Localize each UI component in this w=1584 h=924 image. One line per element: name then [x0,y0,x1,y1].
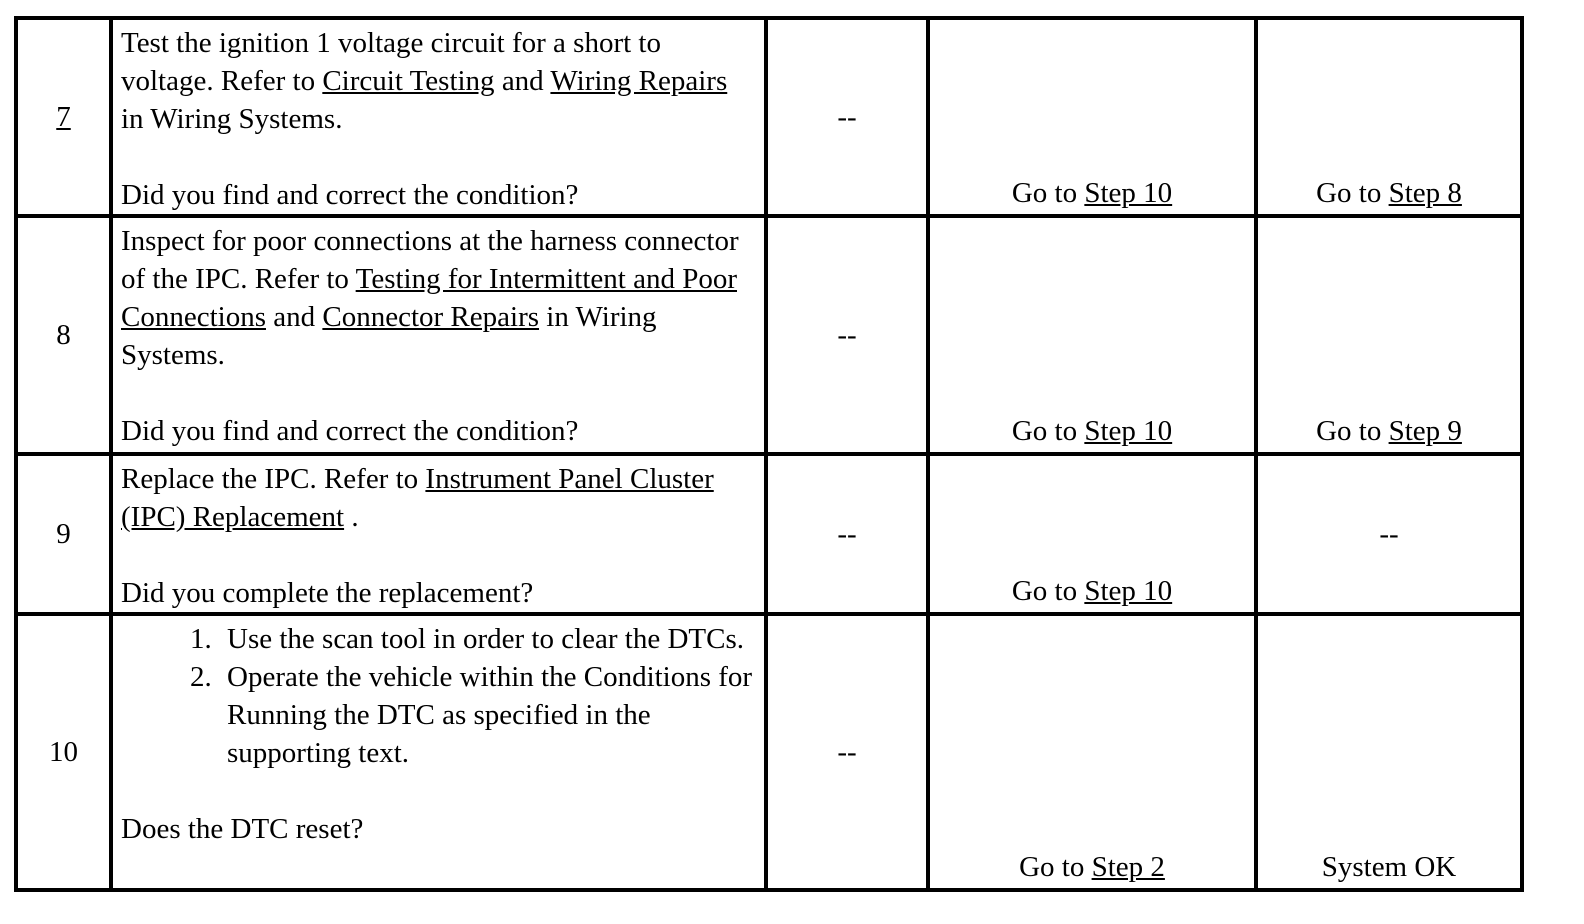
diagnostic-table-container [14,16,1524,892]
list-item: 1. Use the scan tool in order to clear the DTCs. [219,620,756,658]
yes-prefix: Go to [1011,415,1085,447]
action-question: Did you complete the replacement? [121,577,534,609]
no-cell [1256,216,1522,454]
action-text-part: Test the ignition 1 voltage circuit for a short to voltage. Refer to [121,27,661,97]
table-row-step-9 [16,454,1522,614]
wiring-repairs-link[interactable]: Wiring Repairs [550,65,728,97]
no-cell: System OK [1256,614,1522,890]
action-text-part: and [266,301,323,333]
action-text [121,460,756,536]
action-question: Did you find and correct the condition? [121,415,579,447]
no-prefix: Go to [1316,415,1389,447]
yes-step-link[interactable]: Step 10 [1084,575,1173,607]
action-cell [111,614,766,890]
action-cell [111,216,766,454]
action-text-part: Inspect for poor connections at the harness connector of the IPC. Refer to [121,225,739,295]
intermittent-connections-link[interactable]: Testing for Intermittent and Poor Connections [121,263,737,333]
action-cell [111,18,766,216]
step-number-cell [16,18,111,216]
action-question: Does the DTC reset? [121,813,364,845]
action-text-part: in Wiring Systems. [121,301,657,371]
value-cell: -- [766,614,928,890]
action-text-part: in Wiring Systems. [121,103,343,135]
no-step-link[interactable]: Step 8 [1388,177,1462,209]
yes-cell [928,614,1256,890]
action-cell [111,454,766,614]
no-prefix: Go to [1316,177,1389,209]
no-step-link[interactable]: Step 9 [1388,415,1462,447]
list-item: 2. Operate the vehicle within the Conditions for Running the DTC as specified in the supporting text. [219,658,756,772]
value-cell: -- [766,216,928,454]
circuit-testing-link[interactable]: Circuit Testing [322,65,495,97]
step-number-cell: 9 [16,454,111,614]
yes-prefix: Go to [1011,177,1085,209]
yes-cell [928,216,1256,454]
table-row-step-8 [16,216,1522,454]
action-text [121,222,756,374]
table-row-step-7 [16,18,1522,216]
yes-step-link[interactable]: Step 10 [1084,415,1173,447]
connector-repairs-link[interactable]: Connector Repairs [322,301,540,333]
yes-prefix: Go to [1011,575,1085,607]
action-text-part: Replace the IPC. Refer to [121,463,426,495]
action-text-part: . [344,501,359,533]
ipc-replacement-link[interactable]: Instrument Panel Cluster (IPC) Replacement [121,463,714,533]
yes-prefix: Go to [1019,851,1092,883]
action-question: Did you find and correct the condition? [121,179,579,211]
yes-cell [928,18,1256,216]
no-cell [1256,18,1522,216]
action-text-part: and [494,65,551,97]
diagnostic-table [14,16,1524,892]
value-cell: -- [766,18,928,216]
step-number-link[interactable]: 7 [56,101,71,133]
yes-step-link[interactable]: Step 2 [1091,851,1165,883]
yes-step-link[interactable]: Step 10 [1084,177,1173,209]
step-number-cell: 10 [16,614,111,890]
table-row-step-10 [16,614,1522,890]
action-text [121,24,756,138]
value-cell: -- [766,454,928,614]
step-number-cell: 8 [16,216,111,454]
action-list [121,620,756,772]
yes-cell [928,454,1256,614]
no-cell: -- [1256,454,1522,614]
